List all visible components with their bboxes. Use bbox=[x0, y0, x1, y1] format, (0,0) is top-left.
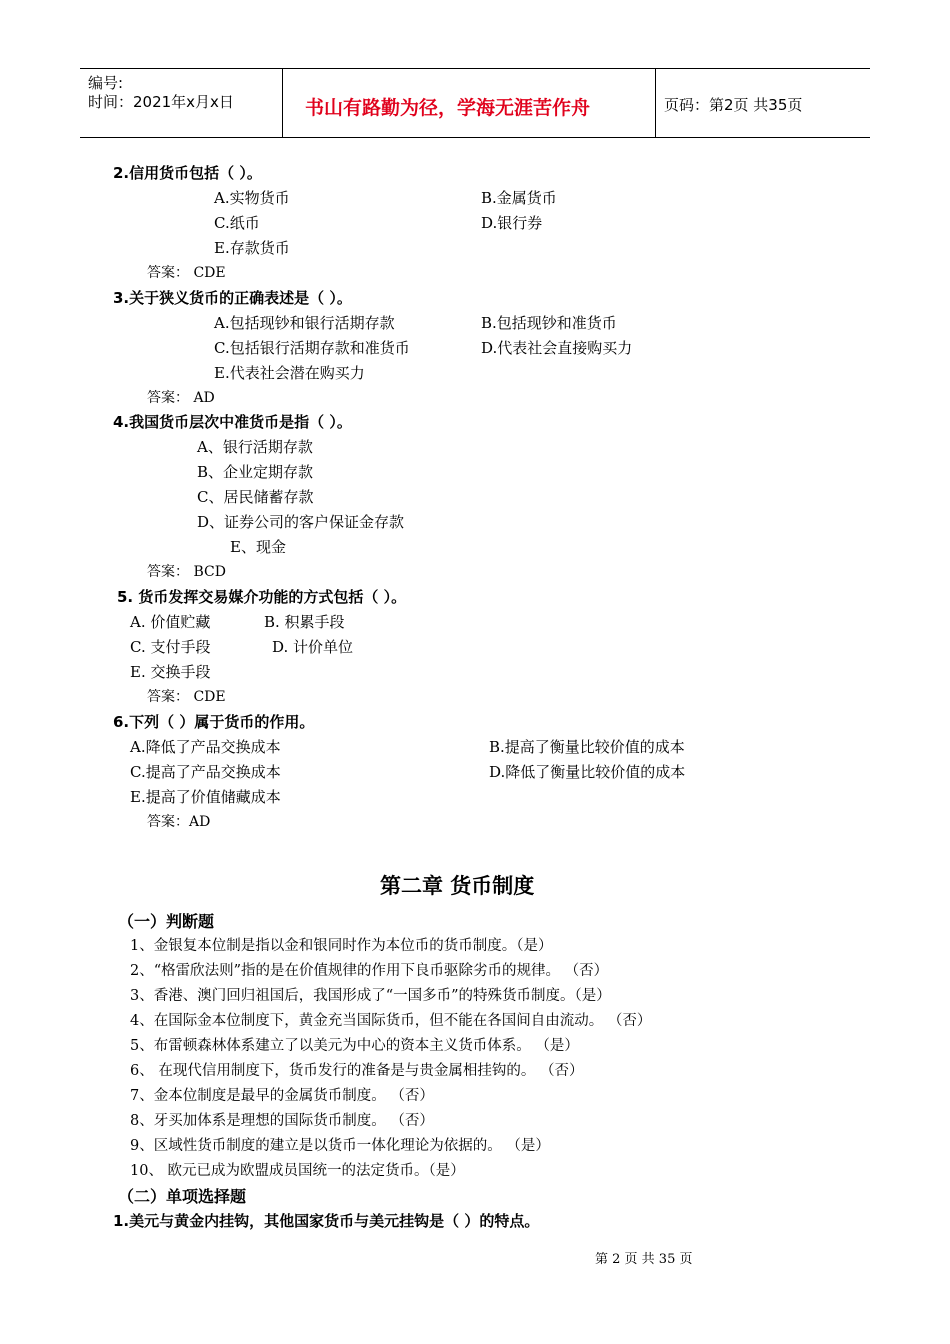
header-motto-cell bbox=[283, 69, 656, 137]
list-item: 7、金本位制度是最早的金属货币制度。 （否） bbox=[130, 1088, 434, 1104]
option: D、证券公司的客户保证金存款 bbox=[197, 513, 405, 531]
list-item: 10、 欧元已成为欧盟成员国统一的法定货币。（是） bbox=[130, 1163, 465, 1179]
answer: 答案： AD bbox=[147, 390, 215, 406]
option: A、银行活期存款 bbox=[197, 438, 313, 456]
option: B.包括现钞和准货币 bbox=[481, 314, 617, 332]
answer: 答案： CDE bbox=[147, 265, 226, 281]
question-title: 2.信用货币包括（ ）。 bbox=[113, 164, 262, 182]
option: A.降低了产品交换成本 bbox=[130, 738, 281, 756]
page-footer: 第 2 页 共 35 页 bbox=[595, 1252, 693, 1267]
option: C.纸币 bbox=[214, 214, 260, 232]
motto: 书山有路勤为径，学海无涯苦作舟 bbox=[305, 97, 591, 119]
option: D.代表社会直接购买力 bbox=[481, 339, 633, 357]
header-meta-cell bbox=[80, 69, 283, 137]
list-item: 3、香港、澳门回归祖国后，我国形成了“一国多币”的特殊货币制度。（是） bbox=[130, 988, 611, 1004]
chapter-title: 第二章 货币制度 bbox=[380, 874, 535, 898]
question-title: 1.美元与黄金内挂钩，其他国家货币与美元挂钩是（ ）的特点。 bbox=[113, 1212, 540, 1230]
list-item: 4、在国际金本位制度下，黄金充当国际货币，但不能在各国间自由流动。 （否） bbox=[130, 1013, 652, 1029]
option: C. 支付手段 bbox=[130, 638, 211, 656]
option: D.降低了衡量比较价值的成本 bbox=[489, 763, 686, 781]
option: E.提高了价值储藏成本 bbox=[130, 788, 281, 806]
option: C、居民储蓄存款 bbox=[197, 488, 314, 506]
header-page-cell bbox=[656, 69, 870, 137]
question-title: 4.我国货币层次中准货币是指（ ）。 bbox=[113, 413, 352, 431]
answer: 答案： BCD bbox=[147, 564, 226, 580]
option: E.代表社会潜在购买力 bbox=[214, 364, 365, 382]
section-title: （二）单项选择题 bbox=[118, 1187, 247, 1206]
option: A.包括现钞和银行活期存款 bbox=[214, 314, 395, 332]
option: D. 计价单位 bbox=[272, 638, 354, 656]
serial-label: 编号: bbox=[88, 74, 124, 92]
answer: 答案：AD bbox=[147, 814, 211, 830]
time-label: 时间：2021年x月x日 bbox=[88, 93, 234, 111]
option: C.提高了产品交换成本 bbox=[130, 763, 281, 781]
option: B、企业定期存款 bbox=[197, 463, 314, 481]
list-item: 2、“格雷欣法则”指的是在价值规律的作用下良币驱除劣币的规律。 （否） bbox=[130, 963, 609, 979]
option: B. 积累手段 bbox=[264, 613, 345, 631]
list-item: 6、 在现代信用制度下，货币发行的准备是与贵金属相挂钩的。 （否） bbox=[130, 1063, 584, 1079]
option: E、现金 bbox=[230, 538, 286, 556]
list-item: 8、牙买加体系是理想的国际货币制度。 （否） bbox=[130, 1113, 434, 1129]
question-title: 6.下列（ ）属于货币的作用。 bbox=[113, 713, 315, 731]
option: E. 交换手段 bbox=[130, 663, 211, 681]
section-title: （一）判断题 bbox=[118, 912, 215, 931]
option: A. 价值贮藏 bbox=[130, 613, 211, 631]
option: C.包括银行活期存款和准货币 bbox=[214, 339, 410, 357]
question-title: 3.关于狭义货币的正确表述是（ ）。 bbox=[113, 289, 352, 307]
list-item: 1、金银复本位制是指以金和银同时作为本位币的货币制度。（是） bbox=[130, 938, 553, 954]
answer: 答案： CDE bbox=[147, 689, 226, 705]
option: B.提高了衡量比较价值的成本 bbox=[489, 738, 685, 756]
option: B.金属货币 bbox=[481, 189, 557, 207]
option: E.存款货币 bbox=[214, 239, 290, 257]
header-table bbox=[80, 68, 870, 138]
option: D.银行券 bbox=[481, 214, 543, 232]
option: A.实物货币 bbox=[214, 189, 290, 207]
list-item: 5、布雷顿森林体系建立了以美元为中心的资本主义货币体系。 （是） bbox=[130, 1038, 579, 1054]
list-item: 9、区域性货币制度的建立是以货币一体化理论为依据的。 （是） bbox=[130, 1138, 550, 1154]
page-code: 页码：第2页 共35页 bbox=[664, 96, 803, 114]
question-title: 5. 货币发挥交易媒介功能的方式包括（ ）。 bbox=[117, 588, 407, 606]
